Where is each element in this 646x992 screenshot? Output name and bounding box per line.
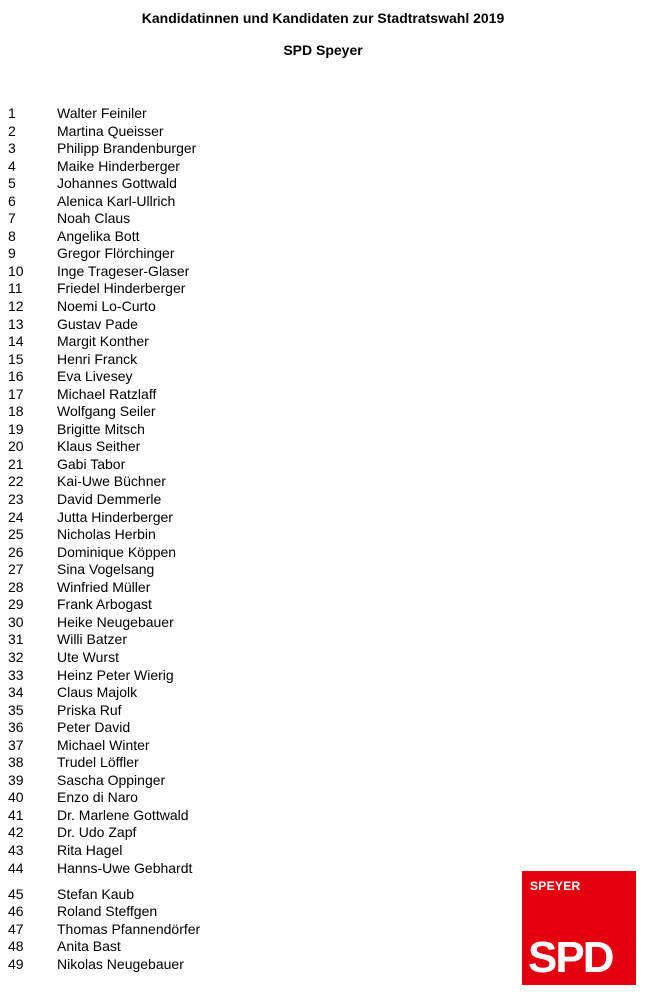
- candidate-number: 37: [8, 736, 24, 753]
- candidate-name: Dr. Udo Zapf: [57, 824, 137, 841]
- document-title: Kandidatinnen und Kandidaten zur Stadtratswahl 2019: [141, 10, 505, 26]
- candidate-name: Walter Feiniler: [57, 105, 147, 121]
- candidate-number: 44: [8, 859, 24, 876]
- candidate-number: 35: [8, 701, 24, 718]
- candidate-row: [8, 561, 508, 579]
- candidate-number: 42: [8, 824, 24, 841]
- candidate-name: Heinz Peter Wierig: [57, 666, 174, 683]
- candidate-number: 12: [8, 298, 24, 315]
- candidate-row: [8, 491, 508, 509]
- candidate-number: 11: [8, 280, 23, 297]
- candidate-number: 48: [8, 938, 24, 955]
- spd-speyer-logo: [522, 871, 636, 985]
- candidate-number: 41: [8, 806, 24, 823]
- candidate-number: 17: [8, 385, 24, 402]
- candidate-row: [8, 807, 508, 825]
- candidate-name: Gregor Flörchinger: [57, 245, 175, 262]
- candidate-name: Noah Claus: [57, 210, 131, 227]
- candidate-number: 8: [8, 227, 16, 244]
- candidate-name: Maike Hinderberger: [57, 157, 180, 174]
- candidate-number: 38: [8, 754, 24, 771]
- candidate-number: 2: [8, 122, 16, 139]
- candidate-number: 30: [8, 613, 24, 630]
- candidate-number: 14: [8, 333, 24, 350]
- candidate-name: Claus Majolk: [57, 684, 138, 701]
- candidate-name: Gabi Tabor: [57, 455, 126, 472]
- candidate-name: Anita Bast: [57, 938, 121, 955]
- candidate-name: David Demmerle: [57, 491, 162, 508]
- candidate-number: 10: [8, 262, 24, 279]
- candidate-name: Klaus Seither: [57, 438, 141, 455]
- candidate-name: Frank Arbogast: [57, 596, 152, 613]
- logo-party-text: SPD: [528, 933, 613, 982]
- candidate-number: 20: [8, 438, 24, 455]
- candidate-number: 5: [8, 175, 16, 192]
- candidate-number: 6: [8, 192, 16, 209]
- candidate-row: [8, 667, 508, 685]
- candidate-row: [8, 175, 508, 193]
- candidate-name: Willi Batzer: [57, 631, 128, 648]
- candidate-name: Hanns-Uwe Gebhardt: [57, 859, 193, 876]
- candidate-name: Thomas Pfannendörfer: [57, 920, 201, 937]
- candidate-row: [8, 368, 508, 386]
- candidate-name: Gustav Pade: [57, 315, 138, 332]
- candidate-row: [8, 210, 508, 228]
- candidate-row: [8, 737, 508, 755]
- candidate-row: [8, 526, 508, 544]
- candidate-number: 13: [8, 315, 24, 332]
- candidate-row: [8, 544, 508, 562]
- candidate-name: Angelika Bott: [57, 227, 140, 244]
- candidate-number: 33: [8, 666, 24, 683]
- candidate-row: [8, 886, 508, 904]
- candidate-row: [8, 245, 508, 263]
- candidate-name: Henri Franck: [57, 350, 138, 367]
- candidate-row: [8, 158, 508, 176]
- candidate-name: Johannes Gottwald: [57, 175, 177, 192]
- candidate-row: [8, 772, 508, 790]
- candidate-number: 24: [8, 508, 24, 525]
- candidate-row: [8, 631, 508, 649]
- candidate-row: [8, 193, 508, 211]
- candidate-row: [8, 789, 508, 807]
- candidate-list: [8, 105, 508, 973]
- candidate-name: Sina Vogelsang: [57, 561, 155, 578]
- candidate-name: Philipp Brandenburger: [57, 140, 197, 157]
- candidate-name: Dr. Marlene Gottwald: [57, 806, 189, 823]
- candidate-row: [8, 956, 508, 974]
- candidate-row: [8, 473, 508, 491]
- candidate-number: 21: [8, 455, 24, 472]
- candidate-row: [8, 702, 508, 720]
- candidate-row: [8, 921, 508, 939]
- candidate-name: Nikolas Neugebauer: [57, 955, 184, 972]
- candidate-name: Trudel Löffler: [57, 754, 139, 771]
- document-subtitle: SPD Speyer: [283, 42, 363, 58]
- candidate-name: Roland Steffgen: [57, 903, 158, 920]
- candidate-row: [8, 860, 508, 878]
- candidate-number: 31: [8, 631, 24, 648]
- candidate-number: 16: [8, 368, 24, 385]
- candidate-row: [8, 386, 508, 404]
- candidate-name: Martina Queisser: [57, 122, 164, 139]
- candidate-row: [8, 351, 508, 369]
- candidate-number: 36: [8, 719, 24, 736]
- candidate-row: [8, 938, 508, 956]
- candidate-number: 19: [8, 420, 24, 437]
- candidate-number: 23: [8, 491, 24, 508]
- candidate-name: Friedel Hinderberger: [57, 280, 186, 297]
- candidate-number: 47: [8, 920, 24, 937]
- candidate-row: [8, 403, 508, 421]
- candidate-number: 26: [8, 543, 24, 560]
- candidate-row: [8, 754, 508, 772]
- candidate-number: 15: [8, 350, 24, 367]
- candidate-number: 28: [8, 578, 24, 595]
- candidate-row: [8, 263, 508, 281]
- candidate-row: [8, 719, 508, 737]
- candidate-name: Heike Neugebauer: [57, 613, 174, 630]
- candidate-row: [8, 456, 508, 474]
- candidate-number: 3: [8, 140, 16, 157]
- candidate-name: Nicholas Herbin: [57, 526, 156, 543]
- candidate-name: Eva Livesey: [57, 368, 133, 385]
- candidate-row: [8, 298, 508, 316]
- candidate-name: Michael Ratzlaff: [57, 385, 157, 402]
- candidate-row: [8, 596, 508, 614]
- candidate-name: Enzo di Naro: [57, 789, 138, 806]
- candidate-name: Winfried Müller: [57, 578, 151, 595]
- candidate-row: [8, 421, 508, 439]
- candidate-number: 29: [8, 596, 24, 613]
- candidate-row: [8, 316, 508, 334]
- candidate-name: Peter David: [57, 719, 131, 736]
- candidate-name: Jutta Hinderberger: [57, 508, 173, 525]
- candidate-row: [8, 438, 508, 456]
- candidate-number: 49: [8, 955, 24, 972]
- candidate-name: Stefan Kaub: [57, 885, 135, 902]
- candidate-number: 27: [8, 561, 24, 578]
- candidate-name: Ute Wurst: [57, 648, 119, 665]
- candidate-row: [8, 105, 508, 123]
- candidate-name: Michael Winter: [57, 736, 150, 753]
- candidate-row: [8, 333, 508, 351]
- candidate-number: 43: [8, 841, 24, 858]
- candidate-name: Wolfgang Seiler: [57, 403, 156, 420]
- candidate-number: 4: [8, 157, 16, 174]
- candidate-number: 1: [8, 105, 16, 121]
- candidate-name: Brigitte Mitsch: [57, 420, 145, 437]
- candidate-name: Dominique Köppen: [57, 543, 177, 560]
- candidate-row: [8, 280, 508, 298]
- candidate-name: Rita Hagel: [57, 841, 123, 858]
- candidate-name: Alenica Karl-Ullrich: [57, 192, 176, 209]
- candidate-row: [8, 684, 508, 702]
- candidate-number: 45: [8, 885, 24, 902]
- candidate-number: 34: [8, 684, 24, 701]
- candidate-number: 18: [8, 403, 24, 420]
- candidate-row: [8, 614, 508, 632]
- candidate-row: [8, 649, 508, 667]
- candidate-row: [8, 509, 508, 527]
- candidate-row: [8, 842, 508, 860]
- candidate-name: Priska Ruf: [57, 701, 122, 718]
- candidate-row: [8, 140, 508, 158]
- candidate-number: 39: [8, 771, 24, 788]
- candidate-name: Sascha Oppinger: [57, 771, 166, 788]
- candidate-row: [8, 123, 508, 141]
- candidate-name: Noemi Lo-Curto: [57, 298, 156, 315]
- candidate-name: Kai-Uwe Büchner: [57, 473, 166, 490]
- logo-city-text: SPEYER: [530, 879, 581, 893]
- candidate-row: [8, 579, 508, 597]
- candidate-row: [8, 903, 508, 921]
- candidate-number: 25: [8, 526, 24, 543]
- candidate-number: 32: [8, 648, 24, 665]
- candidate-row: [8, 228, 508, 246]
- candidate-name: Margit Konther: [57, 333, 149, 350]
- candidate-number: 22: [8, 473, 24, 490]
- candidate-number: 9: [8, 245, 16, 262]
- candidate-number: 40: [8, 789, 24, 806]
- candidate-row: [8, 824, 508, 842]
- candidate-name: Inge Trageser-Glaser: [57, 262, 190, 279]
- candidate-number: 7: [8, 210, 16, 227]
- candidate-number: 46: [8, 903, 24, 920]
